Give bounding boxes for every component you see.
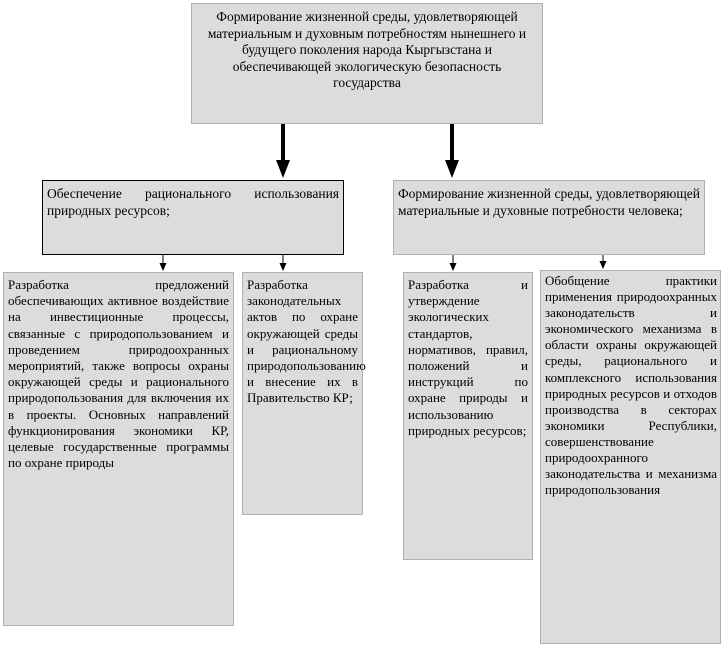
measure-text-practice: Обобщение практики применения природоохранных законодательств и экономического механизма в области охраны окружающей среды, рационального и комплексного использования природных ресурсов и отходов производства в секторах экономики Республики, совершенствование природоохранного законодательства и механизма природопользования xyxy=(545,273,717,498)
measure-text-investment: Разработка предложений обеспечивающих активное воздействие на инвестиционные процессы, связанные с природопользованием и проведением природоохранных мероприятий, также вопросы охраны окружающей среды и рационального природопользования для включения их в проекты. Основных направлений функционирования экономики КР, целевые государственные программы по охране природы xyxy=(8,277,229,471)
measure-text-standards: Разработка и утверждение экологических стандартов, нормативов, правил, положений и инструкций по охране природы и использованию природных ресурсов; xyxy=(408,277,528,438)
arrow-top-to-right-goal xyxy=(445,124,459,178)
measure-box-legislation xyxy=(242,272,366,515)
arrow-left-goal-to-measure-2 xyxy=(280,255,287,271)
measure-box-investment xyxy=(3,272,234,626)
right-goal-box xyxy=(393,180,705,255)
top-goal-text: Формирование жизненной среды, удовлетворяющей материальным и духовным потребностям нынешнего и будущего поколения народа Кыргызстана и обеспечивающей экологическую безопасность государства xyxy=(207,9,527,90)
left-goal-text: Обеспечение рационального использования природных ресурсов; xyxy=(47,186,339,218)
left-goal-box xyxy=(42,180,344,255)
arrow-right-goal-to-measure-4 xyxy=(600,255,607,269)
measure-box-practice xyxy=(540,270,721,644)
measure-box-standards xyxy=(403,272,533,560)
arrow-right-goal-to-measure-3 xyxy=(450,255,457,271)
top-goal-box xyxy=(191,3,543,124)
right-goal-text: Формирование жизненной среды, удовлетворяющей материальные и духовные потребности человека; xyxy=(398,186,700,218)
measure-text-legislation: Разработка законодательных актов по охране окружающей среды и рациональному природопользованию и внесение их в Правительство КР; xyxy=(247,277,366,406)
arrow-top-to-left-goal xyxy=(276,124,290,178)
arrow-left-goal-to-measure-1 xyxy=(160,255,167,271)
